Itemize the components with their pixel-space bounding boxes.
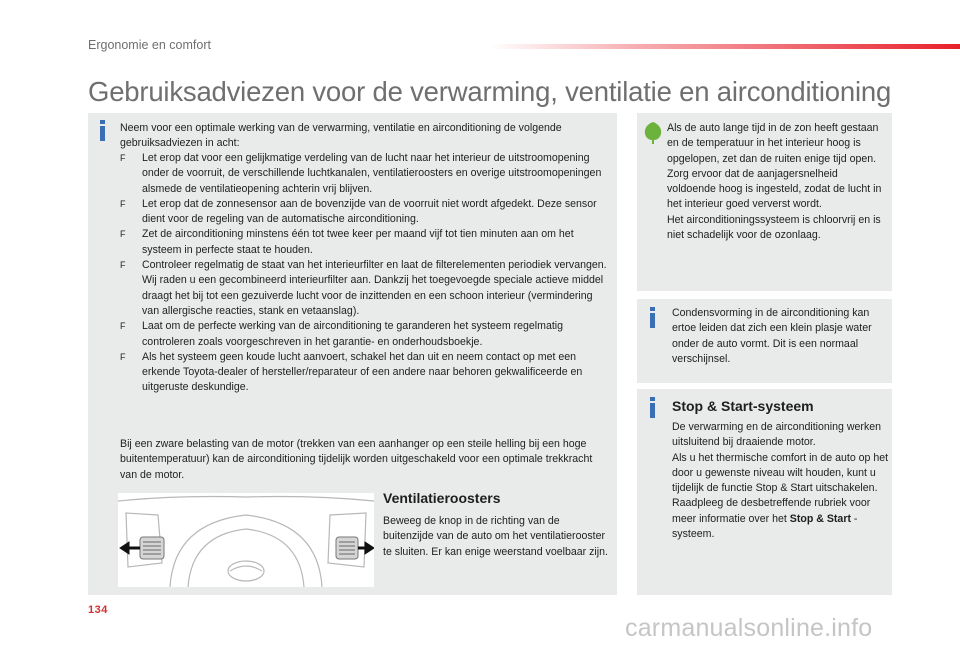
advice-intro: Neem voor een optimale werking van de verwarming, ventilatie en airconditioning de volgende gebruiksadviezen in acht: xyxy=(120,122,562,150)
list-item-text: Laat om de perfecte werking van de airconditioning te garanderen het systeem regelmatig controleren zoals voorgeschreven in het garantie- en onderhoudsboekje. xyxy=(142,320,564,348)
list-item xyxy=(120,350,612,396)
info-icon xyxy=(100,120,105,141)
stop-start-heading: Stop & Start-systeem xyxy=(672,398,814,414)
eco-tip-text: Als de auto lange tijd in de zon heeft gestaan en de temperatuur in het interieur hoog is opgelopen, zet dan de ruiten enige tijd open. Zorg ervoor dat de aanjagersnelheid voldoende hoog is ingesteld, zodat de lucht in het interieur goed ververst wordt. Het airconditioningssysteem is chloorvrij en is niet schadelijk voor de ozonlaag. xyxy=(667,122,882,242)
list-item xyxy=(120,197,612,228)
list-item-text: Zet de airconditioning minstens één tot twee keer per maand vijf tot tien minuten aan om het systeem in perfecte staat te houden. xyxy=(142,228,574,256)
condensation-text: Condensvorming in de airconditioning kan ertoe leiden dat zich een klein plasje water onder de auto vormt. Dit is een normaal verschijnsel. xyxy=(672,307,872,365)
list-item-text: Let erop dat de zonnesensor aan de bovenzijde van de voorruit niet wordt afgedekt. Deze sensor dient voor de regeling van de automatische airconditioning. xyxy=(142,197,597,226)
bullet-glyph: F xyxy=(120,153,126,163)
bullet-glyph: F xyxy=(120,229,126,240)
stop-start-text-main: De verwarming en de airconditioning werken uitsluitend bij draaiende motor. Als u het thermische comfort in de auto op het door u gewenste niveau wilt houden, kunt u tijdelijk de functie Stop & Start uitschakelen. Raadpleeg de desbetreffende rubriek voor meer informatie over het xyxy=(672,421,889,525)
bullet-glyph: F xyxy=(120,321,126,332)
bullet-glyph: F xyxy=(120,260,126,271)
list-item-text: Let erop dat voor een gelijkmatige verdeling van de lucht naar het interieur de uitstroomopening onder de voorruit, de verschillende luchtkanalen, ventilatieroosters en overige uitstroomopeningen alsmede de ventilatieopening achterin vrij blijven. xyxy=(142,152,602,195)
list-item-text: Controleer regelmatig de staat van het interieurfilter en laat de filterelementen periodiek vervangen. Wij raden u een gecombineerd interieurfilter aan. Dankzij het toegevoegde speciale actieve middel draagt het bij tot een gezuiverde lucht voor de inzittenden en een schoon interieur (vermindering van allergische reacties, stank en vetaanslag). xyxy=(142,259,607,317)
list-item xyxy=(120,151,612,197)
page-title: Gebruiksadviezen voor de verwarming, ventilatie en airconditioning xyxy=(88,76,892,107)
dashboard-vents-illustration xyxy=(118,493,374,587)
info-icon xyxy=(650,397,655,418)
eco-leaf-icon xyxy=(643,121,663,150)
bullet-glyph: F xyxy=(120,198,126,209)
vents-heading: Ventilatieroosters xyxy=(383,490,501,506)
watermark: carmanualsonline.info xyxy=(625,614,873,642)
header-accent-line xyxy=(490,44,960,49)
advice-list xyxy=(120,151,612,396)
dashboard-drawing xyxy=(118,493,374,587)
bullet-glyph: F xyxy=(120,351,126,362)
list-item xyxy=(120,258,612,319)
section-title: Ergonomie en comfort xyxy=(88,38,211,52)
heavy-load-note: Bij een zware belasting van de motor (trekken van een aanhanger op een steile helling bij een hoge buitentemperatuur) kan de airconditioning tijdelijk worden uitgeschakeld voor een optimale trekkracht van de motor. xyxy=(120,438,593,481)
stop-start-bold-term: Stop & Start xyxy=(789,512,851,525)
stop-start-text-end: -systeem. xyxy=(672,512,858,541)
stop-start-text xyxy=(672,420,890,542)
vents-text: Beweeg de knop in de richting van de buitenzijde van de auto om het ventilatierooster te sluiten. Er kan enige weerstand voelbaar zijn. xyxy=(383,515,608,558)
list-item xyxy=(120,227,612,258)
page-number: 134 xyxy=(88,604,108,616)
info-icon xyxy=(650,307,655,328)
list-item-text: Als het systeem geen koude lucht aanvoert, schakel het dan uit en neem contact op met een erkende Toyota-dealer of hersteller/reparateur of een andere naar behoren gekwalificeerde en uitgeruste deskundige. xyxy=(142,350,583,394)
list-item xyxy=(120,319,612,350)
